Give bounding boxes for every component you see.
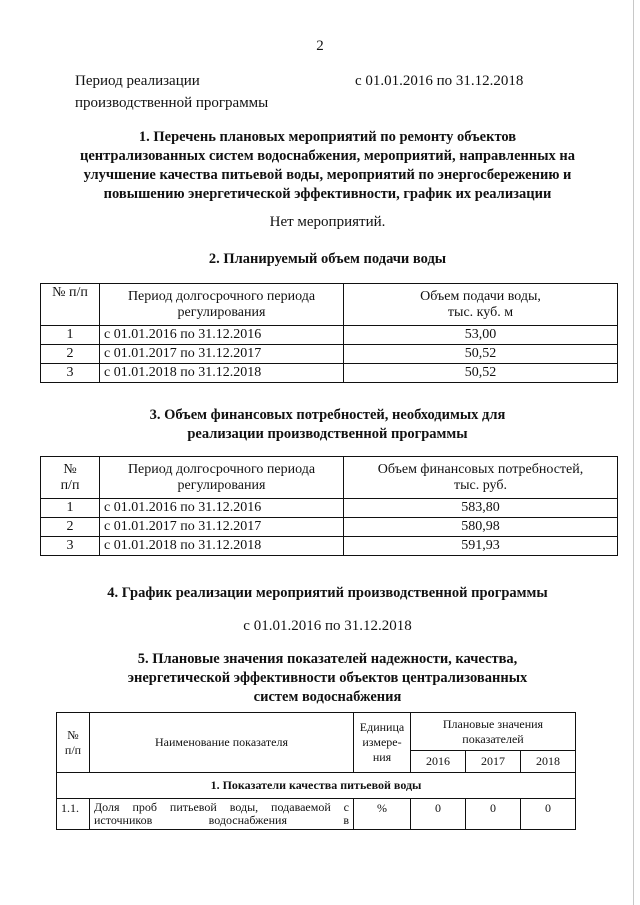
row-num: 3 [41,364,100,383]
header-num-line1: № [63,461,77,477]
header-num [57,713,90,773]
table-row [41,345,618,364]
section2-title: 2. Планируемый объем подачи воды [208,251,447,267]
section1-text: Нет мероприятий. [269,214,386,230]
indicators-table [56,712,576,830]
row-period: с 01.01.2016 по 31.12.2016 [100,326,344,345]
table-row [57,799,576,830]
table-row [41,364,618,383]
header-num-line2: п/п [64,742,82,757]
header-period-line2: регулирования [177,477,266,493]
row-num: 2 [41,518,100,537]
row-name-line2: источников водоснабжения в [94,813,349,827]
section5-title-line3: систем водоснабжения [253,689,402,705]
water-supply-table [40,283,618,383]
header-unit-line1: Единица [359,720,405,734]
row-value-2017: 0 [465,799,520,830]
header-unit-line3: ния [372,750,392,764]
section5-title-line1: 5. Плановые значения показателей надежности, качества, [137,651,518,667]
row-indicator-name [90,799,354,830]
header-num-line1: № [67,727,79,742]
table-header-row [41,284,618,326]
group-row [57,773,576,799]
row-num: 2 [41,345,100,364]
row-value: 580,98 [344,518,618,537]
header-plan-line2: показателей [462,731,524,746]
header-period [100,284,344,326]
section4-text: с 01.01.2016 по 31.12.2018 [243,618,412,634]
row-value-2016: 0 [411,799,466,830]
header-period-line1: Период долгосрочного периода [127,461,316,477]
header-num-line2: п/п [60,477,80,493]
row-num: 1 [41,499,100,518]
row-period: с 01.01.2018 по 31.12.2018 [100,364,344,383]
row-period: с 01.01.2018 по 31.12.2018 [100,537,344,556]
row-period: с 01.01.2017 по 31.12.2017 [100,518,344,537]
section3-title-line2: реализации производственной программы [187,426,468,442]
section1-title [40,128,615,204]
row-value: 50,52 [344,364,618,383]
row-period: с 01.01.2016 по 31.12.2016 [100,499,344,518]
program-period [75,70,545,114]
header-indicator-name: Наименование показателя [90,713,354,773]
page-number: 2 [316,38,324,54]
section1-title-line2: централизованных систем водоснабжения, мероприятий, направленных на [79,148,576,164]
header-volume-line1: Объем финансовых потребностей, [377,461,584,477]
header-year-2017: 2017 [465,751,520,773]
section1-title-line3: улучшение качества питьевой воды, мероприятий по энергосбережению и [83,167,572,183]
period-label-line1: Период реализации [75,73,200,89]
section3-title [40,406,615,444]
header-plan-values [411,713,576,751]
header-period-line1: Период долгосрочного периода [127,288,316,304]
row-value: 53,00 [344,326,618,345]
header-unit [354,713,411,773]
header-volume [344,284,618,326]
header-period-line2: регулирования [177,304,266,320]
period-value: с 01.01.2016 по 31.12.2018 [355,73,524,89]
header-year-2018: 2018 [520,751,575,773]
row-num: 3 [41,537,100,556]
row-value: 591,93 [344,537,618,556]
group-quality-indicators: 1. Показатели качества питьевой воды [57,773,576,799]
header-plan-line1: Плановые значения [442,716,544,731]
table-header-row [57,713,576,751]
header-volume-line2: тыс. руб. [454,477,507,493]
header-num [41,457,100,499]
financial-needs-table [40,456,618,556]
row-num: 1 [41,326,100,345]
header-num: № п/п [41,284,100,326]
table-row [41,499,618,518]
page-edge-line [633,0,634,905]
header-volume-line2: тыс. куб. м [447,304,514,320]
period-label-line2: производственной программы [75,95,269,111]
header-year-2016: 2016 [411,751,466,773]
table-header-row [41,457,618,499]
section4-title: 4. График реализации мероприятий производственной программы [107,585,548,601]
section5-title [40,650,615,707]
header-unit-line2: измере- [362,735,402,749]
section3-title-line1: 3. Объем финансовых потребностей, необходимых для [149,407,506,423]
row-value-2018: 0 [520,799,575,830]
table-row [41,326,618,345]
table-row [41,518,618,537]
section1-title-line1: 1. Перечень плановых мероприятий по ремонту объектов [138,129,517,145]
row-value: 583,80 [344,499,618,518]
header-volume [344,457,618,499]
row-unit: % [354,799,411,830]
row-name-line1: Доля проб питьевой воды, подаваемой с [94,800,349,814]
row-period: с 01.01.2017 по 31.12.2017 [100,345,344,364]
section1-title-line4: повышению энергетической эффективности, график их реализации [103,186,552,202]
row-value: 50,52 [344,345,618,364]
header-period [100,457,344,499]
table-row [41,537,618,556]
row-num: 1.1. [57,799,90,830]
section5-title-line2: энергетической эффективности объектов централизованных [127,670,528,686]
header-volume-line1: Объем подачи воды, [420,288,541,304]
